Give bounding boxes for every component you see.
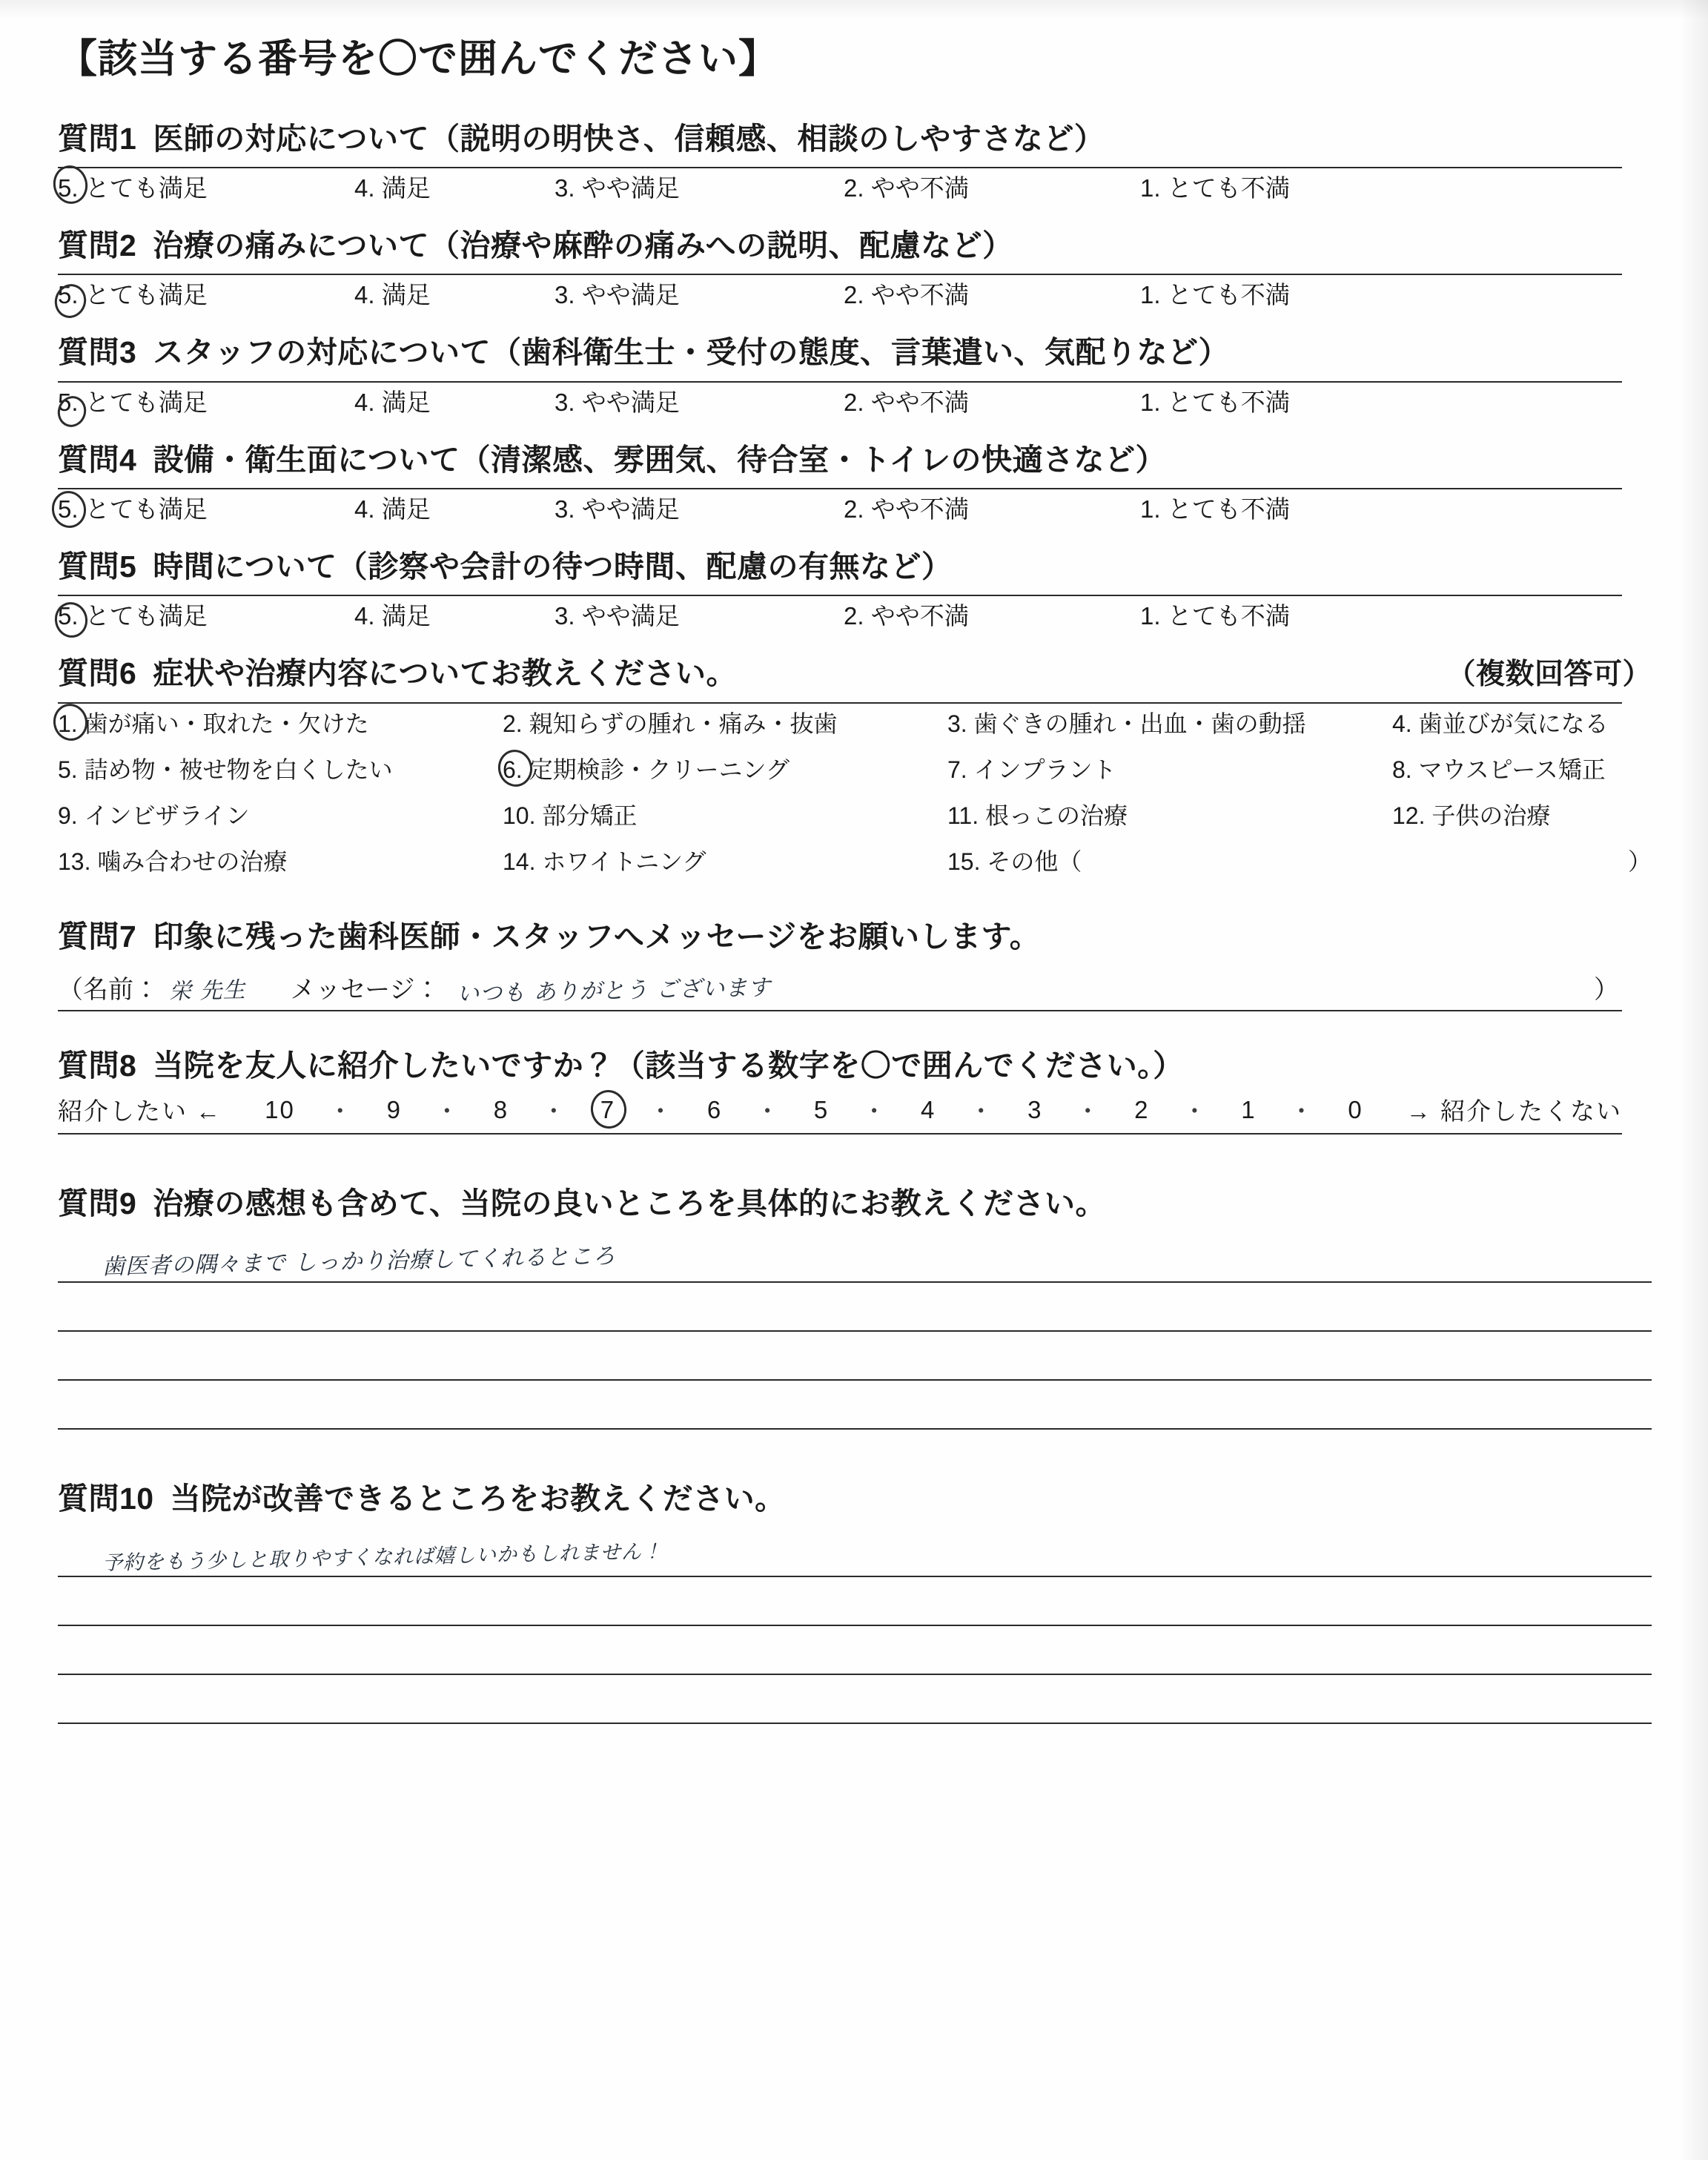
question-1	[58, 117, 1652, 205]
question-4-option-2[interactable]: 2. やや不満	[844, 495, 969, 524]
question-6-row-2	[58, 754, 1652, 786]
q7-name-label: （名前：	[58, 975, 159, 1004]
question-2-heading	[58, 224, 1652, 268]
question-2-rule	[58, 274, 1622, 275]
question-1-option-4[interactable]: 4. 満足	[354, 174, 431, 202]
nps-option-3[interactable]: 3	[1027, 1095, 1043, 1123]
question-6-row-1	[58, 708, 1652, 740]
question-2-option-5[interactable]	[58, 280, 354, 311]
q7-message-value: いつも ありがとう ございます	[456, 974, 771, 1008]
question-7-label: 質問7	[58, 919, 137, 954]
q10-answer-text-1: 予約をもう少しと取りやすくなれば嬉しいかもしれません！	[102, 1540, 663, 1576]
question-3-label: 質問3	[58, 335, 137, 370]
q7-message-label: メッセージ：	[290, 975, 440, 1004]
nps-option-10[interactable]: 10	[265, 1095, 295, 1123]
question-7-answer-line[interactable]	[58, 969, 1622, 1011]
q6-option-14[interactable]: 14. ホワイトニング	[503, 848, 706, 876]
question-6-label: 質問6	[58, 656, 137, 691]
answer-line[interactable]	[58, 1283, 1652, 1332]
question-6-heading	[58, 652, 1652, 696]
q7-close-paren: ）	[1594, 975, 1619, 1004]
question-3-option-3[interactable]: 3. やや満足	[555, 388, 680, 416]
question-6	[58, 652, 1652, 878]
q6-other-close-paren: ）	[1627, 848, 1652, 876]
option-label: 5. とても満足	[58, 281, 208, 309]
question-8-label: 質問8	[58, 1048, 137, 1083]
question-8	[58, 1044, 1652, 1135]
q7-name-value: 栄 先生	[168, 977, 246, 1005]
handwritten-circle-mark	[588, 1088, 629, 1131]
question-3-option-4[interactable]: 4. 満足	[354, 388, 431, 416]
nps-left-label: 紹介したい ←	[58, 1097, 222, 1126]
question-8-nps-scale	[58, 1092, 1622, 1135]
question-3-rule	[58, 381, 1622, 383]
nps-option-6[interactable]: 6	[706, 1095, 723, 1123]
question-10	[58, 1477, 1652, 1724]
nps-separator: ・	[434, 1097, 461, 1126]
question-1-option-1[interactable]: 1. とても不満	[1140, 174, 1290, 202]
question-10-text: 当院が改善できるところをお教えください。	[170, 1481, 786, 1516]
q6-option-7[interactable]: 7. インプラント	[947, 756, 1116, 783]
nps-separator: ・	[1075, 1097, 1102, 1126]
nps-option-8[interactable]: 8	[493, 1095, 509, 1123]
question-4-option-1[interactable]: 1. とても不満	[1140, 495, 1290, 524]
question-5-text: 時間について（診察や会計の待つ時間、配慮の有無など）	[153, 549, 953, 584]
question-3-text: スタッフの対応について（歯科衛生士・受付の態度、言葉遣い、気配りなど）	[153, 335, 1229, 370]
question-10-heading	[58, 1477, 1652, 1521]
q6-option-10[interactable]: 10. 部分矯正	[503, 802, 638, 830]
nps-separator: ・	[968, 1097, 995, 1126]
option-label: 6. 定期検診・クリーニング	[503, 756, 790, 783]
q6-option-5[interactable]: 5. 詰め物・被せ物を白くしたい	[58, 756, 393, 783]
q6-option-13[interactable]: 13. 噛み合わせの治療	[58, 848, 288, 876]
answer-line[interactable]	[58, 1234, 1652, 1283]
question-4-option-5[interactable]	[58, 494, 354, 526]
question-4-text: 設備・衛生面について（清潔感、雰囲気、待合室・トイレの快適さなど）	[153, 442, 1166, 477]
question-7	[58, 915, 1652, 1011]
question-6-note: （複数回答可）	[1446, 658, 1652, 691]
question-3-scale	[58, 387, 1652, 419]
option-label: 5. とても満足	[58, 495, 208, 524]
nps-separator: ・	[755, 1097, 781, 1126]
nps-separator: ・	[541, 1097, 568, 1126]
question-3-option-5[interactable]	[58, 387, 354, 419]
question-4-heading	[58, 438, 1652, 482]
question-10-answer-area[interactable]	[58, 1528, 1652, 1724]
nps-separator: ・	[328, 1097, 354, 1126]
question-9-answer-area[interactable]	[58, 1234, 1652, 1430]
question-2-label: 質問2	[58, 228, 137, 262]
question-5-rule	[58, 595, 1622, 596]
question-9	[58, 1182, 1652, 1429]
option-label: 1. 歯が痛い・取れた・欠けた	[58, 710, 369, 737]
q6-option-2[interactable]: 2. 親知らずの腫れ・痛み・抜歯	[503, 710, 838, 737]
q6-option-9[interactable]: 9. インビザライン	[58, 802, 250, 830]
page-title: 【該当する番号を〇で囲んでください】	[58, 37, 778, 81]
question-1-option-3[interactable]: 3. やや満足	[555, 174, 680, 202]
question-4-option-3[interactable]: 3. やや満足	[555, 495, 680, 524]
nps-number-list	[242, 1092, 1386, 1127]
question-2-option-1[interactable]: 1. とても不満	[1140, 281, 1290, 309]
question-9-label: 質問9	[58, 1186, 137, 1221]
question-6-options	[58, 708, 1652, 879]
nps-option-0[interactable]: 0	[1348, 1095, 1363, 1123]
q6-option-15[interactable]: 15. その他（	[947, 848, 1082, 876]
question-6-row-3	[58, 800, 1652, 832]
nps-option-5[interactable]: 5	[813, 1095, 830, 1123]
nps-separator: ・	[1182, 1097, 1208, 1126]
question-9-text: 治療の感想も含めて、当院の良いところを具体的にお教えください。	[153, 1186, 1106, 1221]
answer-line[interactable]	[58, 1528, 1652, 1577]
nps-option-7[interactable]	[598, 1096, 618, 1124]
scan-shadow-right	[1680, 0, 1708, 2160]
answer-line[interactable]	[58, 1332, 1652, 1381]
question-5-option-4[interactable]: 4. 満足	[354, 602, 431, 630]
nps-option-9[interactable]: 9	[386, 1095, 402, 1123]
answer-line[interactable]	[58, 1381, 1652, 1430]
survey-content	[58, 36, 1652, 1734]
question-1-scale	[58, 173, 1652, 205]
question-4-rule	[58, 488, 1622, 489]
option-label: 5. とても満足	[58, 174, 208, 202]
question-8-heading	[58, 1044, 1652, 1088]
question-5	[58, 545, 1652, 633]
q6-option-12[interactable]: 12. 子供の治療	[1392, 802, 1551, 830]
question-2-option-3[interactable]: 3. やや満足	[555, 281, 680, 309]
question-4	[58, 438, 1652, 526]
scan-shadow-top	[0, 0, 1708, 19]
question-7-text: 印象に残った歯科医師・スタッフへメッセージをお願いします。	[153, 919, 1041, 954]
question-3	[58, 331, 1652, 418]
question-7-heading	[58, 915, 1652, 959]
q6-option-8[interactable]: 8. マウスピース矯正	[1392, 756, 1606, 783]
nps-option-4[interactable]: 4	[921, 1095, 936, 1123]
nps-option-2[interactable]: 2	[1134, 1095, 1150, 1123]
question-2-scale	[58, 280, 1652, 311]
answer-line[interactable]	[58, 1626, 1652, 1675]
nps-separator: ・	[1288, 1097, 1315, 1126]
question-10-label: 質問10	[58, 1481, 154, 1516]
question-1-option-2[interactable]: 2. やや不満	[844, 174, 969, 202]
nps-option-1[interactable]: 1	[1241, 1095, 1257, 1123]
question-3-heading	[58, 331, 1652, 374]
question-2-option-4[interactable]: 4. 満足	[354, 281, 431, 309]
nps-separator: ・	[648, 1097, 675, 1126]
question-2	[58, 224, 1652, 311]
question-4-label: 質問4	[58, 442, 137, 477]
nps-separator: ・	[861, 1097, 888, 1126]
nps-right-label: → 紹介したくない	[1406, 1097, 1622, 1126]
question-5-heading	[58, 545, 1652, 589]
q6-option-15-field[interactable]	[1392, 846, 1652, 878]
q6-option-4[interactable]: 4. 歯並びが気になる	[1392, 710, 1609, 737]
question-6-rule	[58, 702, 1622, 704]
question-5-option-2[interactable]: 2. やや不満	[844, 602, 969, 630]
question-5-scale	[58, 601, 1652, 633]
question-9-heading	[58, 1182, 1652, 1226]
question-5-option-1[interactable]: 1. とても不満	[1140, 602, 1290, 630]
q6-option-11[interactable]: 11. 根っこの治療	[947, 802, 1128, 830]
question-1-label: 質問1	[58, 121, 137, 156]
question-5-option-5[interactable]	[58, 601, 354, 633]
option-label: 5. とても満足	[58, 602, 208, 630]
question-6-text: 症状や治療内容についてお教えください。	[153, 656, 737, 691]
answer-line[interactable]	[58, 1577, 1652, 1626]
question-2-text: 治療の痛みについて（治療や麻酔の痛みへの説明、配慮など）	[153, 228, 1013, 262]
question-1-rule	[58, 167, 1622, 168]
nps-option-label: 7	[600, 1095, 616, 1123]
question-5-label: 質問5	[58, 549, 137, 584]
question-1-text: 医師の対応について（説明の明快さ、信頼感、相談のしやすさなど）	[153, 121, 1105, 156]
question-5-option-3[interactable]: 3. やや満足	[555, 602, 680, 630]
answer-line[interactable]	[58, 1675, 1652, 1724]
question-1-heading	[58, 117, 1652, 161]
q9-answer-text-1: 歯医者の隅々まで しっかり治療してくれるところ	[102, 1243, 616, 1281]
question-1-option-5[interactable]	[58, 173, 354, 205]
question-3-option-2[interactable]: 2. やや不満	[844, 388, 969, 416]
question-4-scale	[58, 494, 1652, 526]
question-6-row-4	[58, 846, 1652, 878]
q6-option-1[interactable]	[58, 708, 503, 740]
option-label: 5. とても満足	[58, 388, 208, 416]
question-2-option-2[interactable]: 2. やや不満	[844, 281, 969, 309]
question-8-text: 当院を友人に紹介したいですか？（該当する数字を〇で囲んでください。）	[153, 1048, 1184, 1083]
q6-option-6[interactable]	[503, 754, 947, 786]
q6-option-3[interactable]: 3. 歯ぐきの腫れ・出血・歯の動揺	[947, 710, 1306, 737]
question-4-option-4[interactable]: 4. 満足	[354, 495, 431, 524]
question-3-option-1[interactable]: 1. とても不満	[1140, 388, 1290, 416]
